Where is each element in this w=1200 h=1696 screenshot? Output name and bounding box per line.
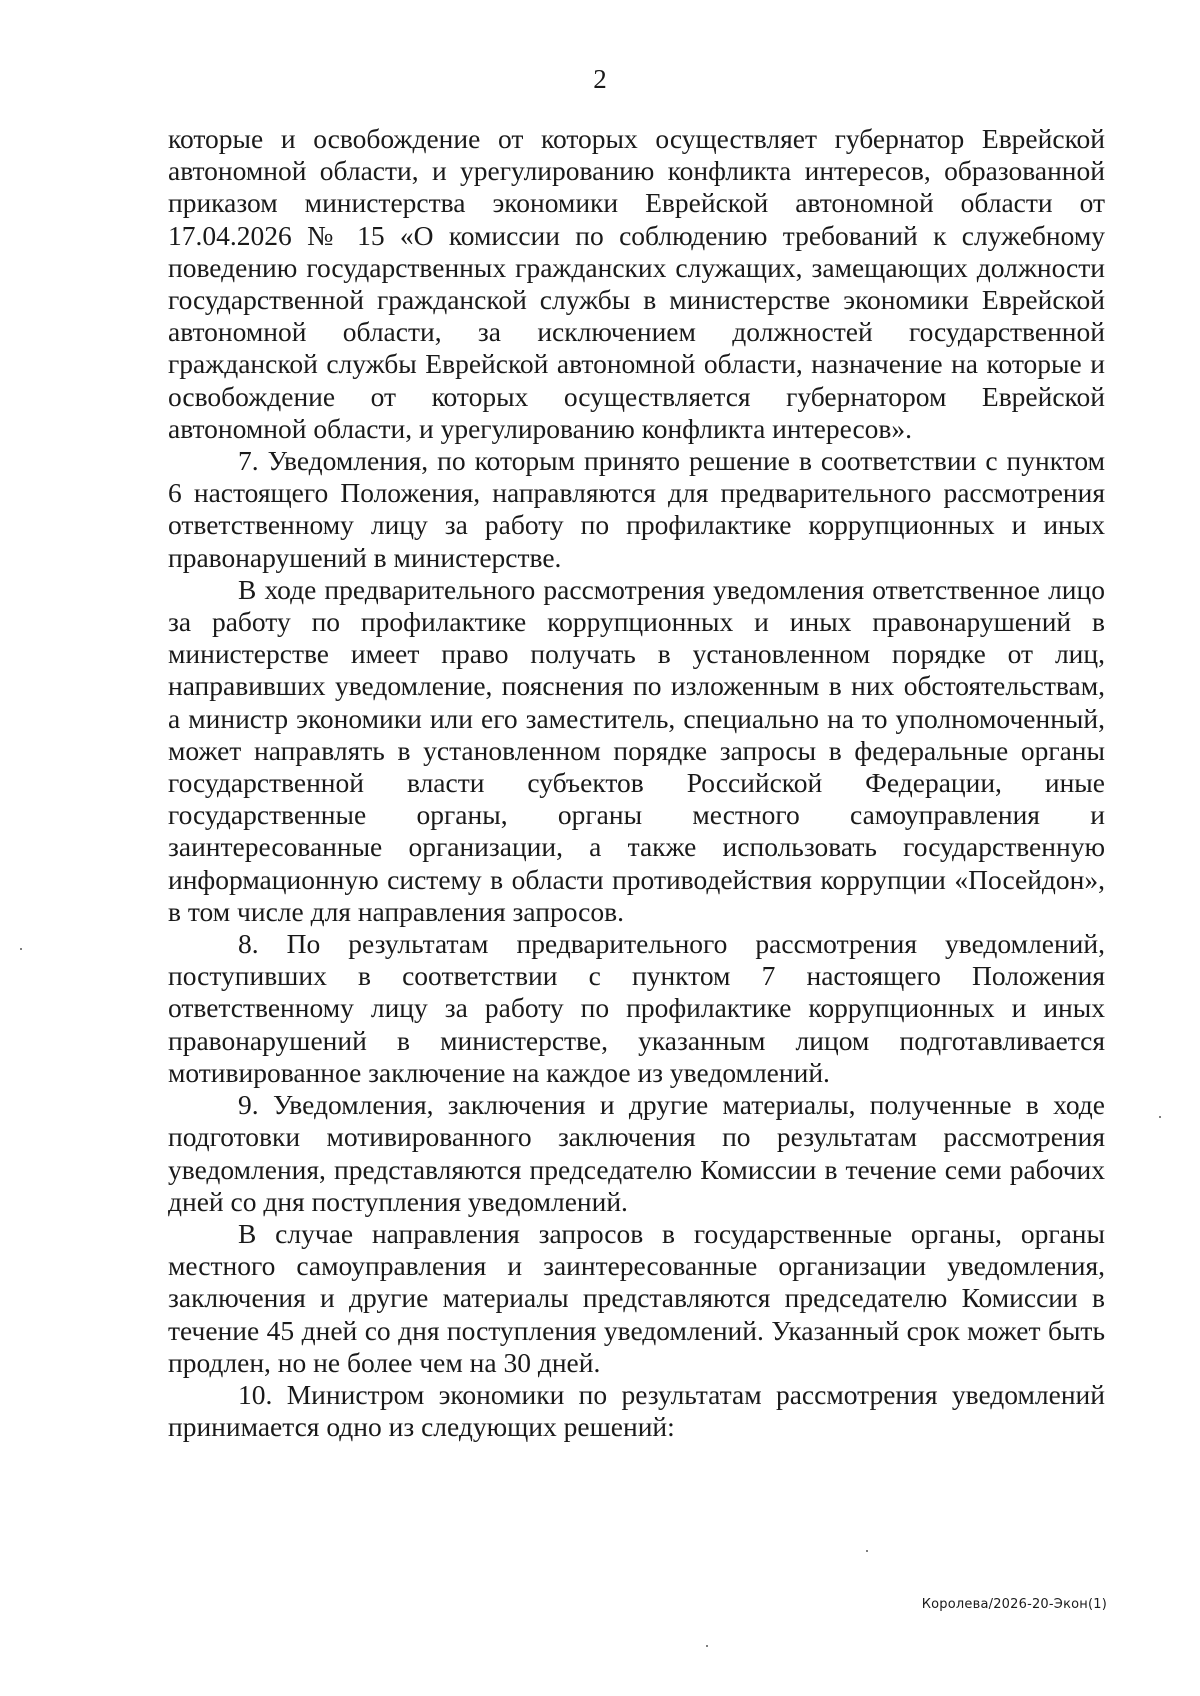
paragraph-preliminary-review: В ходе предварительного рассмотрения уведомления ответственное лицо за работу по профилактике коррупционных и иных правонарушений в министерстве имеет право получать в установленном порядке от лиц, направивших уведомление, пояснения по изложенным в них обстоятельствам, а министр экономики или его заместитель, специально на то уполномоченный, может направлять в установленном порядке запросы в федеральные органы государственной власти субъектов Российской Федерации, иные государственные органы, органы местного самоуправления и заинтересованные организации, а также использовать государственную информационную систему в области противодействия коррупции «Посейдон», в том числе для направления запросов. <box>168 573 1105 927</box>
paragraph-continuation: которые и освобождение от которых осуществляет губернатор Еврейской автономной области, и урегулированию конфликта интересов, образованной приказом министерства экономики Еврейской автономной области от 17.04.2026 № 15 «О комиссии по соблюдению требований к служебному поведению государственных гражданских служащих, замещающих должности государственной гражданской службы в министерстве экономики Еврейской автономной области, за исключением должностей государственной гражданской службы Еврейской автономной области, назначение на которые и освобождение от которых осуществляется губернатором Еврейской автономной области, и урегулированию конфликта интересов». <box>168 123 1105 444</box>
document-body <box>168 123 1105 1443</box>
paragraph-item-10: 10. Министром экономики по результатам рассмотрения уведомлений принимается одно из следующих решений: <box>168 1378 1105 1443</box>
paragraph-item-9: 9. Уведомления, заключения и другие материалы, полученные в ходе подготовки мотивированного заключения по результатам рассмотрения уведомления, представляются председателю Комиссии в течение семи рабочих дней со дня поступления уведомлений. <box>168 1089 1105 1217</box>
paragraph-item-7: 7. Уведомления, по которым принято решение в соответствии с пунктом 6 настоящего Положения, направляются для предварительного рассмотрения ответственному лицу за работу по профилактике коррупционных и иных правонарушений в министерстве. <box>168 445 1105 573</box>
paragraph-item-8: 8. По результатам предварительного рассмотрения уведомлений, поступивших в соответствии с пунктом 7 настоящего Положения ответственному лицу за работу по профилактике коррупционных и иных правонарушений в министерстве, указанным лицом подготавливается мотивированное заключение на каждое из уведомлений. <box>168 928 1105 1088</box>
footer-reference: Королева/2026-20-Экон(1) <box>921 1597 1107 1612</box>
scan-speck <box>1159 1116 1161 1118</box>
scan-speck <box>866 1550 868 1552</box>
paragraph-requests-deadline: В случае направления запросов в государственные органы, органы местного самоуправления и заинтересованные организации уведомления, заключения и другие материалы представляются председателю Комиссии в течение 45 дней со дня поступления уведомлений. Указанный срок может быть продлен, но не более чем на 30 дней. <box>168 1217 1105 1378</box>
page-number: 2 <box>593 64 607 94</box>
scan-speck <box>706 1645 708 1647</box>
scan-speck <box>20 948 22 950</box>
